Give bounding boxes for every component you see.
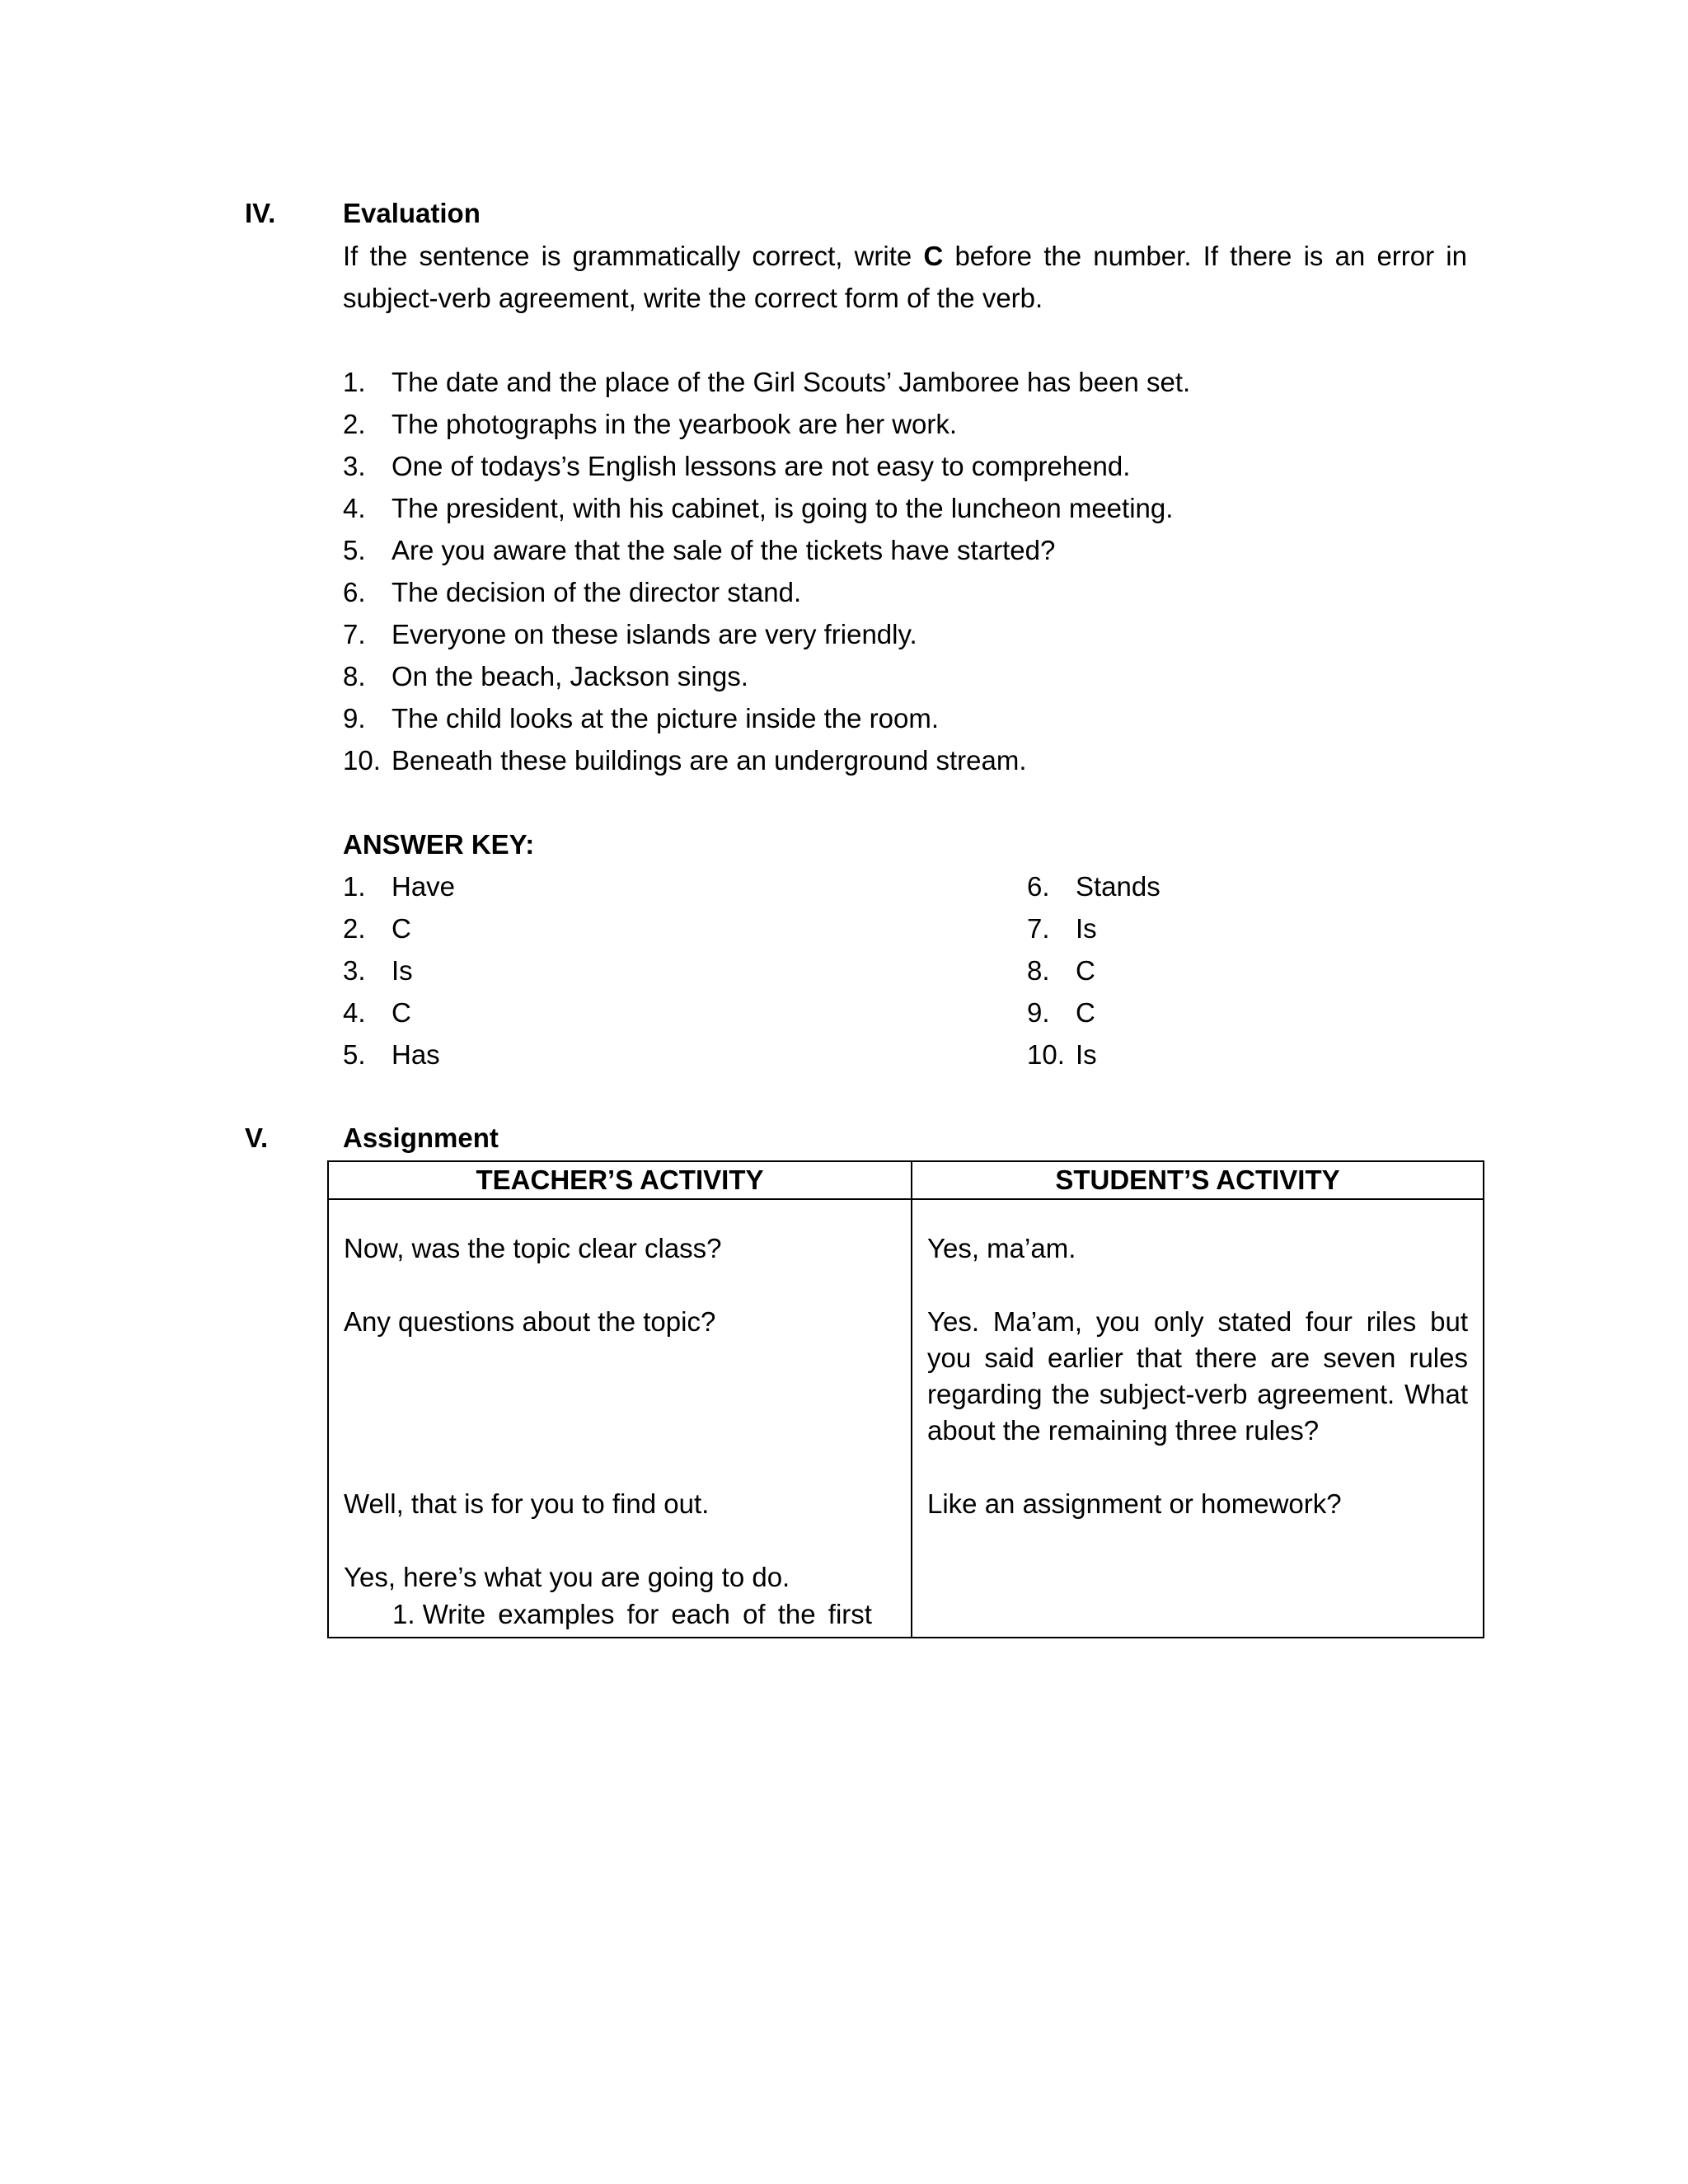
sub-item-number: 1. (392, 1599, 415, 1629)
item-number: 2. (343, 409, 366, 439)
sub-item-text: Write examples for each of the first (422, 1599, 872, 1629)
section-title-evaluation: Evaluation (343, 198, 481, 228)
item-number: 7. (343, 619, 366, 649)
answer-number: 4. (343, 997, 366, 1028)
answer-number: 8. (1027, 955, 1050, 986)
section-title-assignment: Assignment (343, 1122, 499, 1153)
item-text: The photographs in the yearbook are her work. (392, 409, 958, 439)
answer-number: 1. (343, 871, 366, 902)
item-text: On the beach, Jackson sings. (392, 661, 748, 691)
item-text: One of todays’s English lessons are not easy to comprehend. (392, 451, 1131, 481)
answer-number: 2. (343, 913, 366, 944)
item-number: 6. (343, 577, 366, 607)
teacher-activity-header: TEACHER’S ACTIVITY (328, 1161, 912, 1199)
answer-number: 7. (1027, 913, 1050, 944)
teacher-line: Well, that is for you to find out. (344, 1488, 710, 1519)
answer-text: Is (1076, 913, 1097, 944)
answer-text: Has (392, 1039, 440, 1070)
teacher-sub-item (344, 1596, 896, 1633)
answer-text: C (1076, 997, 1095, 1028)
item-text: Are you aware that the sale of the tickets have started? (392, 535, 1056, 565)
answer-text: C (1076, 955, 1095, 986)
student-line: Yes. Ma’am, you only stated four riles but you said earlier that there are seven rules regarding the subject-verb agreement. What about the remaining three rules? (927, 1306, 1468, 1446)
student-activity-header: STUDENT’S ACTIVITY (912, 1161, 1484, 1199)
answer-number: 9. (1027, 997, 1050, 1028)
answer-text: Is (1076, 1039, 1097, 1070)
section-number-iv: IV. (245, 198, 276, 228)
item-number: 8. (343, 661, 366, 691)
instructions-text-1: If the sentence is grammatically correct, write (343, 241, 924, 271)
item-text: The child looks at the picture inside the room. (392, 703, 940, 733)
student-line: Yes, ma’am. (927, 1233, 1076, 1263)
section-number-v: V. (245, 1122, 269, 1153)
item-number: 5. (343, 535, 366, 565)
answer-text: C (392, 913, 411, 944)
item-text: The president, with his cabinet, is going to the luncheon meeting. (392, 493, 1174, 523)
table-header-row (328, 1161, 1484, 1199)
teacher-line: Now, was the topic clear class? (344, 1233, 722, 1263)
answer-text: Have (392, 871, 456, 902)
item-number: 1. (343, 367, 366, 397)
activity-table (327, 1160, 1484, 1638)
student-line: Like an assignment or homework? (927, 1488, 1342, 1519)
item-text: Beneath these buildings are an underground stream. (392, 745, 1027, 776)
student-activity-cell (912, 1199, 1484, 1638)
answer-text: Is (392, 955, 413, 986)
answer-number: 10. (1027, 1039, 1065, 1070)
instructions-text-2: before the number. If there is an error in subject-verb agreement, write the correct form of the verb. (343, 241, 1467, 313)
evaluation-instructions (343, 235, 1467, 319)
item-text: Everyone on these islands are very friendly. (392, 619, 917, 649)
item-number: 3. (343, 451, 366, 481)
table-row (328, 1199, 1484, 1638)
item-text: The date and the place of the Girl Scouts’ Jamboree has been set. (392, 367, 1191, 397)
answer-number: 3. (343, 955, 366, 986)
answer-number: 6. (1027, 871, 1050, 902)
answer-key-title: ANSWER KEY: (343, 829, 535, 860)
item-number: 4. (343, 493, 366, 523)
answer-number: 5. (343, 1039, 366, 1070)
teacher-line: Yes, here’s what you are going to do. (344, 1562, 790, 1592)
item-text: The decision of the director stand. (392, 577, 802, 607)
answer-text: Stands (1076, 871, 1160, 902)
teacher-activity-cell (328, 1199, 912, 1638)
answer-text: C (392, 997, 411, 1028)
item-number: 9. (343, 703, 366, 733)
item-number: 10. (343, 745, 381, 776)
teacher-line: Any questions about the topic? (344, 1306, 716, 1337)
instructions-bold-c: C (923, 241, 944, 271)
